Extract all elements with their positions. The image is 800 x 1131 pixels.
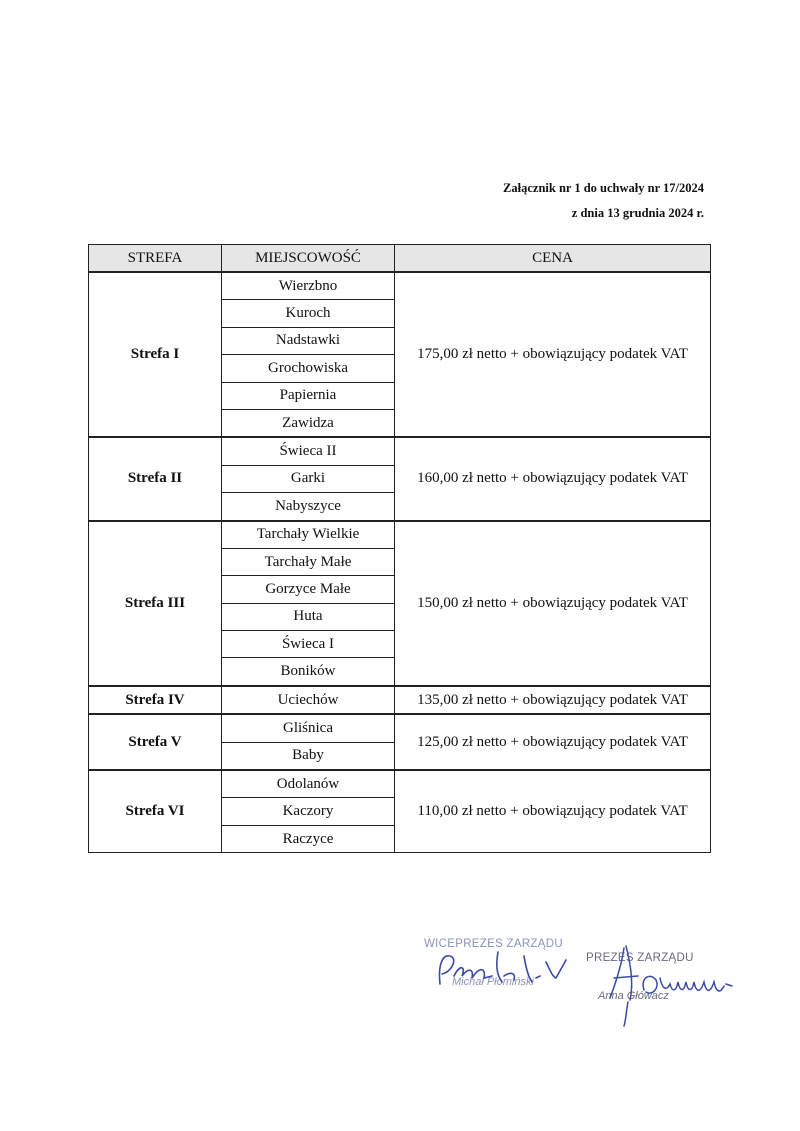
president-name: Anna Główacz [598, 990, 669, 1002]
place-cell: Nadstawki [222, 327, 395, 354]
attachment-header [503, 176, 704, 226]
zone-price: 160,00 zł netto + obowiązujący podatek VAT [395, 437, 711, 520]
zone-price: 150,00 zł netto + obowiązujący podatek VAT [395, 521, 711, 686]
table-row [89, 714, 711, 742]
president-title: PREZES ZARZĄDU [586, 952, 694, 964]
table-row [89, 686, 711, 714]
vice-president-signature-icon [432, 946, 572, 992]
zone-name: Strefa III [89, 521, 222, 686]
zone-group-5 [89, 714, 711, 770]
table-row [89, 770, 711, 798]
place-cell: Boników [222, 658, 395, 686]
table-header-row [89, 245, 711, 273]
place-cell: Świeca II [222, 437, 395, 465]
zone-price: 135,00 zł netto + obowiązujący podatek VAT [395, 686, 711, 714]
president-signature-icon [600, 942, 740, 1028]
header-price: CENA [395, 245, 711, 273]
place-cell: Tarchały Wielkie [222, 521, 395, 549]
place-cell: Grochowiska [222, 355, 395, 382]
place-cell: Zawidza [222, 409, 395, 437]
zone-name: Strefa II [89, 437, 222, 520]
place-cell: Kuroch [222, 300, 395, 327]
place-cell: Gorzyce Małe [222, 576, 395, 603]
zone-name: Strefa V [89, 714, 222, 770]
zone-group-1 [89, 272, 711, 437]
zone-price: 125,00 zł netto + obowiązujący podatek VAT [395, 714, 711, 770]
place-cell: Wierzbno [222, 272, 395, 300]
place-cell: Huta [222, 603, 395, 630]
place-cell: Uciechów [222, 686, 395, 714]
header-places: MIEJSCOWOŚĆ [222, 245, 395, 273]
place-cell: Kaczory [222, 798, 395, 825]
table-row [89, 272, 711, 300]
place-cell: Odolanów [222, 770, 395, 798]
table-row [89, 437, 711, 465]
zone-name: Strefa IV [89, 686, 222, 714]
zone-name: Strefa VI [89, 770, 222, 853]
attachment-line-2: z dnia 13 grudnia 2024 r. [571, 206, 704, 220]
table-row [89, 521, 711, 549]
zone-name: Strefa I [89, 272, 222, 437]
place-cell: Baby [222, 742, 395, 770]
place-cell: Gliśnica [222, 714, 395, 742]
zone-group-4 [89, 686, 711, 714]
header-zone: STREFA [89, 245, 222, 273]
vice-president-title: WICEPREZES ZARZĄDU [424, 938, 563, 950]
zone-group-6 [89, 770, 711, 853]
vice-president-name: Michał Płomiński [452, 976, 534, 988]
zone-price: 175,00 zł netto + obowiązujący podatek VAT [395, 272, 711, 437]
place-cell: Świeca I [222, 631, 395, 658]
place-cell: Tarchały Małe [222, 548, 395, 575]
place-cell: Nabyszyce [222, 493, 395, 521]
place-cell: Garki [222, 465, 395, 492]
attachment-line-1: Załącznik nr 1 do uchwały nr 17/2024 [503, 181, 704, 195]
price-zones-table [88, 244, 711, 853]
zone-group-2 [89, 437, 711, 520]
zone-group-3 [89, 521, 711, 686]
zone-price: 110,00 zł netto + obowiązujący podatek VAT [395, 770, 711, 853]
place-cell: Papiernia [222, 382, 395, 409]
place-cell: Raczyce [222, 825, 395, 852]
